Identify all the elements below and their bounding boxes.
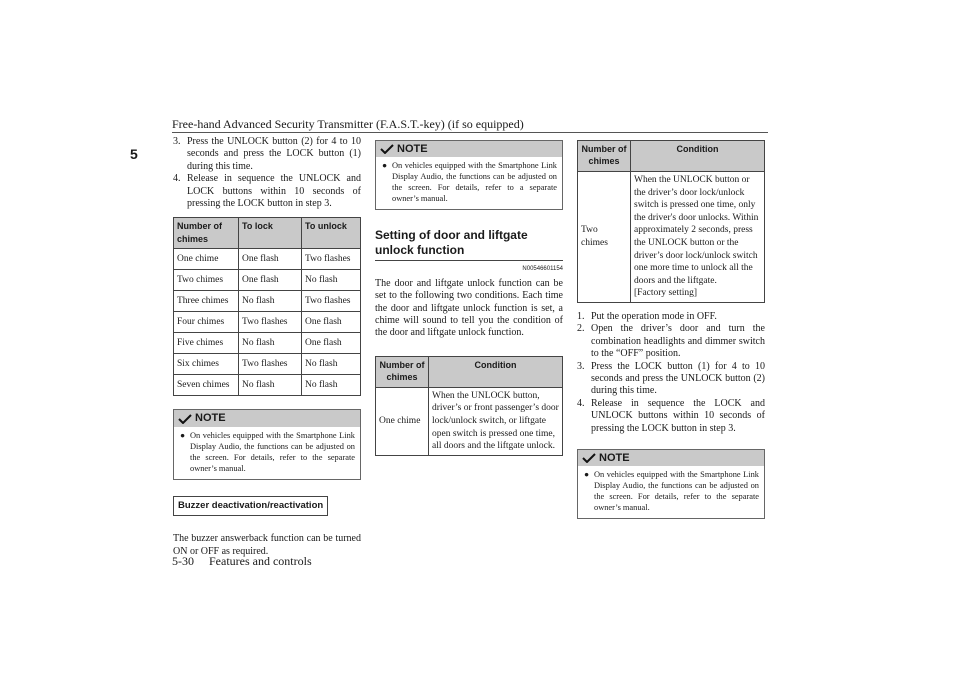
step-2 <box>577 323 765 360</box>
table-cell <box>631 172 765 303</box>
step-1 <box>577 311 765 323</box>
condition-table-one-chime <box>375 356 563 456</box>
table-cell: Three chimes <box>174 291 239 312</box>
table-row <box>174 249 361 270</box>
step-number: 3. <box>173 136 181 147</box>
step-3 <box>173 136 361 173</box>
paragraph-unlock-function: The door and liftgate unlock function can be set to the following two conditions. Each time the door and liftgate unlock function is set, a chime will sound to tell you the condition of the door and liftgate unlock function. <box>375 277 563 339</box>
section-heading: Setting of door and liftgate unlock function <box>375 228 563 261</box>
table-cell: Two flashes <box>302 291 361 312</box>
note-label: NOTE <box>195 412 226 425</box>
step-4 <box>577 398 765 435</box>
page-footer <box>172 554 312 569</box>
step-text: Press the UNLOCK button (2) for 4 to 10 seconds and press the LOCK button (1) during this time. <box>187 136 361 172</box>
table-row <box>578 172 765 303</box>
table-cell: When the UNLOCK button, driver’s or front passenger’s door lock/unlock switch, or liftgate open switch is pressed one time, all doors and the liftgate unlock. <box>429 387 563 455</box>
table-cell: Two chimes <box>174 270 239 291</box>
table-cell: No flash <box>302 354 361 375</box>
table-header: Number of chimes <box>578 141 631 172</box>
note-body <box>174 427 360 479</box>
table-header: To lock <box>239 218 302 249</box>
step-number: 1. <box>577 310 585 322</box>
table-header: Condition <box>429 356 563 387</box>
note-text: On vehicles equipped with the Smartphone Link Display Audio, the functions can be adjusted on the screen. For details, refer to the separate owner’s manual. <box>594 470 759 513</box>
note-header <box>174 410 360 426</box>
chime-flash-table <box>173 217 361 396</box>
table-cell: One chime <box>376 387 429 455</box>
table-cell: No flash <box>239 333 302 354</box>
table-row <box>174 375 361 396</box>
table-cell: One flash <box>239 270 302 291</box>
header-rule <box>172 132 768 133</box>
page-header-title: Free-hand Advanced Security Transmitter (F.A.S.T.-key) (if so equipped) <box>172 117 524 131</box>
column-3 <box>577 134 765 519</box>
table-cell: Two chimes <box>578 172 631 303</box>
table-cell: One flash <box>302 312 361 333</box>
note-label: NOTE <box>599 452 630 464</box>
bullet-icon: ● <box>584 470 590 480</box>
note-box <box>577 449 765 519</box>
table-cell: No flash <box>302 375 361 396</box>
note-box <box>173 409 361 479</box>
subheading-buzzer: Buzzer deactivation/reactivation <box>173 496 328 516</box>
table-cell: Six chimes <box>174 354 239 375</box>
paragraph-buzzer: The buzzer answerback function can be turned ON or OFF as required. <box>173 533 361 557</box>
table-cell: One flash <box>302 333 361 354</box>
table-cell: No flash <box>239 291 302 312</box>
step-text: Put the operation mode in OFF. <box>591 310 717 322</box>
table-row <box>174 270 361 291</box>
table-row <box>174 354 361 375</box>
step-number: 2. <box>577 323 585 335</box>
note-check-icon <box>178 414 192 424</box>
table-cell: Seven chimes <box>174 375 239 396</box>
steps-list <box>577 311 765 435</box>
step-text: Release in sequence the UNLOCK and LOCK buttons within 10 seconds of pressing the LOCK button in step 3. <box>187 173 361 210</box>
column-2 <box>375 134 563 456</box>
step-text: Release in sequence the LOCK and UNLOCK buttons within 10 seconds of pressing the LOCK button in step 3. <box>591 397 765 434</box>
table-cell: Five chimes <box>174 333 239 354</box>
table-cell: No flash <box>302 270 361 291</box>
step-number: 4. <box>577 397 585 409</box>
page-number: 5-30 <box>172 554 194 568</box>
step-number: 3. <box>577 360 585 372</box>
table-cell: Two flashes <box>239 354 302 375</box>
table-cell: Four chimes <box>174 312 239 333</box>
bullet-icon: ● <box>180 430 186 440</box>
note-header <box>578 450 764 466</box>
column-1 <box>173 134 361 558</box>
table-header: To unlock <box>302 218 361 249</box>
note-check-icon <box>582 453 596 463</box>
note-text: On vehicles equipped with the Smartphone Link Display Audio, the functions can be adjusted on the screen. For details, refer to the separate owner’s manual. <box>190 430 355 473</box>
chapter-tab: 5 <box>130 146 138 162</box>
table-header: Number of chimes <box>376 356 429 387</box>
section-name: Features and controls <box>209 554 312 568</box>
condition-text: When the UNLOCK button or the driver’s door lock/unlock switch is pressed one time, only the driver's door unlocks. Within approximately 2 seconds, press the UNLOCK button or the driver’s door lock/unlock switch one more time to unlock all the doors and the liftgate. <box>634 175 759 286</box>
table-cell: Two flashes <box>302 249 361 270</box>
table-cell: One chime <box>174 249 239 270</box>
note-box <box>375 140 563 210</box>
table-cell: Two flashes <box>239 312 302 333</box>
note-body <box>376 157 562 209</box>
document-code: N00546601154 <box>522 266 563 273</box>
table-cell: One flash <box>239 249 302 270</box>
table-row <box>174 312 361 333</box>
step-text: Open the driver’s door and turn the combination headlights and dimmer switch to the “OFF” position. <box>591 323 765 360</box>
factory-setting: [Factory setting] <box>634 288 698 299</box>
step-text: Press the LOCK button (1) for 4 to 10 seconds and press the UNLOCK button (2) during this time. <box>591 360 765 397</box>
table-header: Number of chimes <box>174 218 239 249</box>
step-number: 4. <box>173 173 181 185</box>
table-row <box>174 333 361 354</box>
table-cell: No flash <box>239 375 302 396</box>
condition-table-two-chimes <box>577 140 765 303</box>
note-text: On vehicles equipped with the Smartphone Link Display Audio, the functions can be adjusted on the screen. For details, refer to a separate owner’s manual. <box>392 161 557 204</box>
note-check-icon <box>380 144 394 154</box>
step-4 <box>173 173 361 210</box>
table-header: Condition <box>631 141 765 172</box>
note-label: NOTE <box>397 143 428 155</box>
bullet-icon: ● <box>382 161 388 171</box>
table-row <box>376 387 563 455</box>
note-header <box>376 141 562 157</box>
step-3 <box>577 361 765 398</box>
table-row <box>174 291 361 312</box>
note-body <box>578 466 764 518</box>
